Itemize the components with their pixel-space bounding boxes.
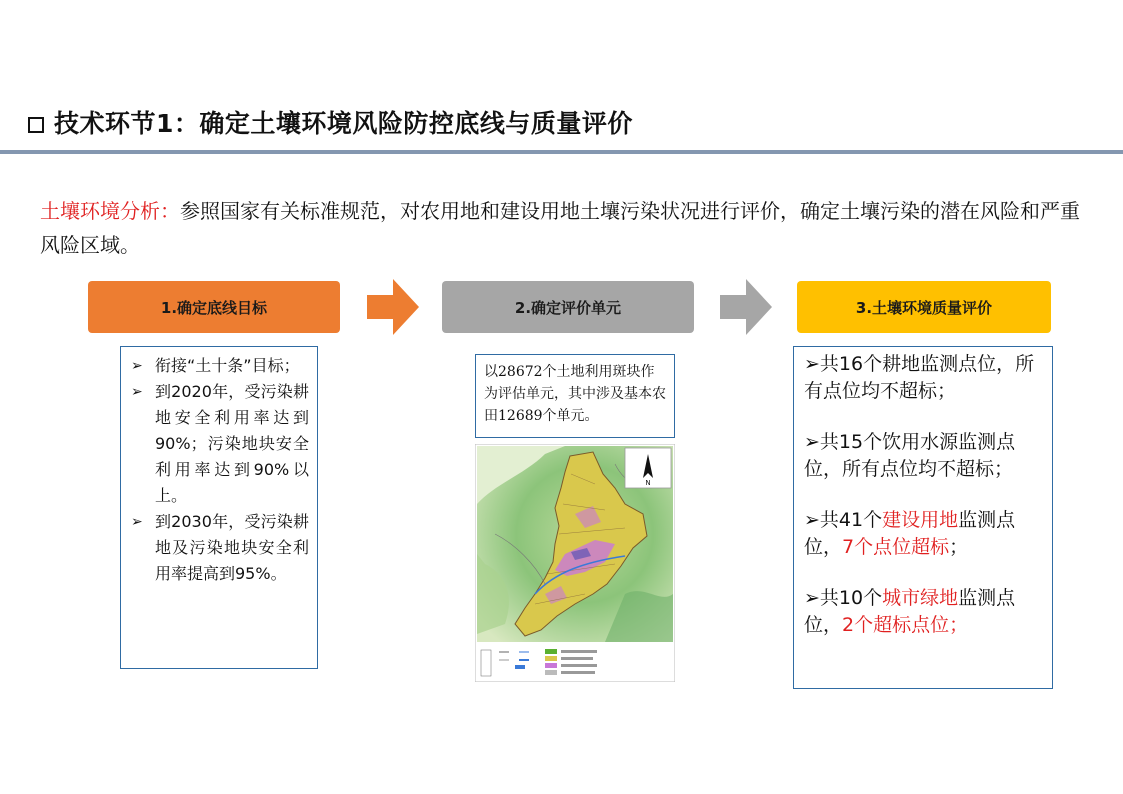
intro-paragraph: [40, 194, 1090, 262]
intro-text: 参照国家有关标准规范，对农用地和建设用地土壤污染状况进行评价，确定土壤污染的潜在风险和严重风险区域。: [40, 199, 1080, 257]
list-item: ➢ 到2020年，受污染耕地安全利用率达到90%；污染地块安全利用率达到90%以上。: [131, 379, 309, 509]
arrow-bullet-icon: ➢: [804, 509, 820, 531]
svg-text:N: N: [645, 479, 651, 487]
units-box: 以28672个土地利用斑块作为评估单元，其中涉及基本农田12689个单元。: [475, 354, 675, 438]
arrow-bullet-icon: ➢: [804, 431, 820, 453]
page-title: 技术环节1：确定土壤环境风险防控底线与质量评价: [28, 104, 633, 140]
step-1-banner: 1.确定底线目标: [88, 281, 340, 333]
step-3-banner: 3.土壤环境质量评价: [797, 281, 1051, 333]
arrow-right-icon: [367, 279, 419, 335]
title-divider: [0, 150, 1123, 154]
square-bullet-icon: [28, 117, 44, 133]
list-item: ➢ 衔接“土十条”目标；: [131, 353, 309, 379]
quality-item-urban-green: ➢共10个城市绿地监测点位，2个超标点位；: [804, 587, 1016, 636]
step-2-banner: 2.确定评价单元: [442, 281, 694, 333]
land-use-map-image: [475, 444, 675, 682]
quality-item-water-source: ➢共15个饮用水源监测点位，所有点位均不超标；: [804, 431, 1016, 480]
arrow-bullet-icon: ➢: [804, 587, 820, 609]
targets-list: [131, 353, 309, 587]
list-item: ➢ 到2030年，受污染耕地及污染地块安全利用率提高到95%。: [131, 509, 309, 587]
arrow-right-icon: [720, 279, 772, 335]
quality-box: [793, 346, 1053, 689]
compass-icon: [625, 448, 671, 488]
arrow-bullet-icon: ➢: [131, 358, 143, 374]
arrow-bullet-icon: ➢: [131, 384, 143, 400]
quality-item-farmland: ➢共16个耕地监测点位，所有点位均不超标；: [804, 353, 1035, 402]
arrow-bullet-icon: ➢: [804, 353, 820, 375]
intro-lead: 土壤环境分析：: [40, 199, 180, 223]
quality-item-construction-land: ➢共41个建设用地监测点位，7个点位超标；: [804, 509, 1016, 558]
targets-box: [120, 346, 318, 669]
arrow-bullet-icon: ➢: [131, 514, 143, 530]
